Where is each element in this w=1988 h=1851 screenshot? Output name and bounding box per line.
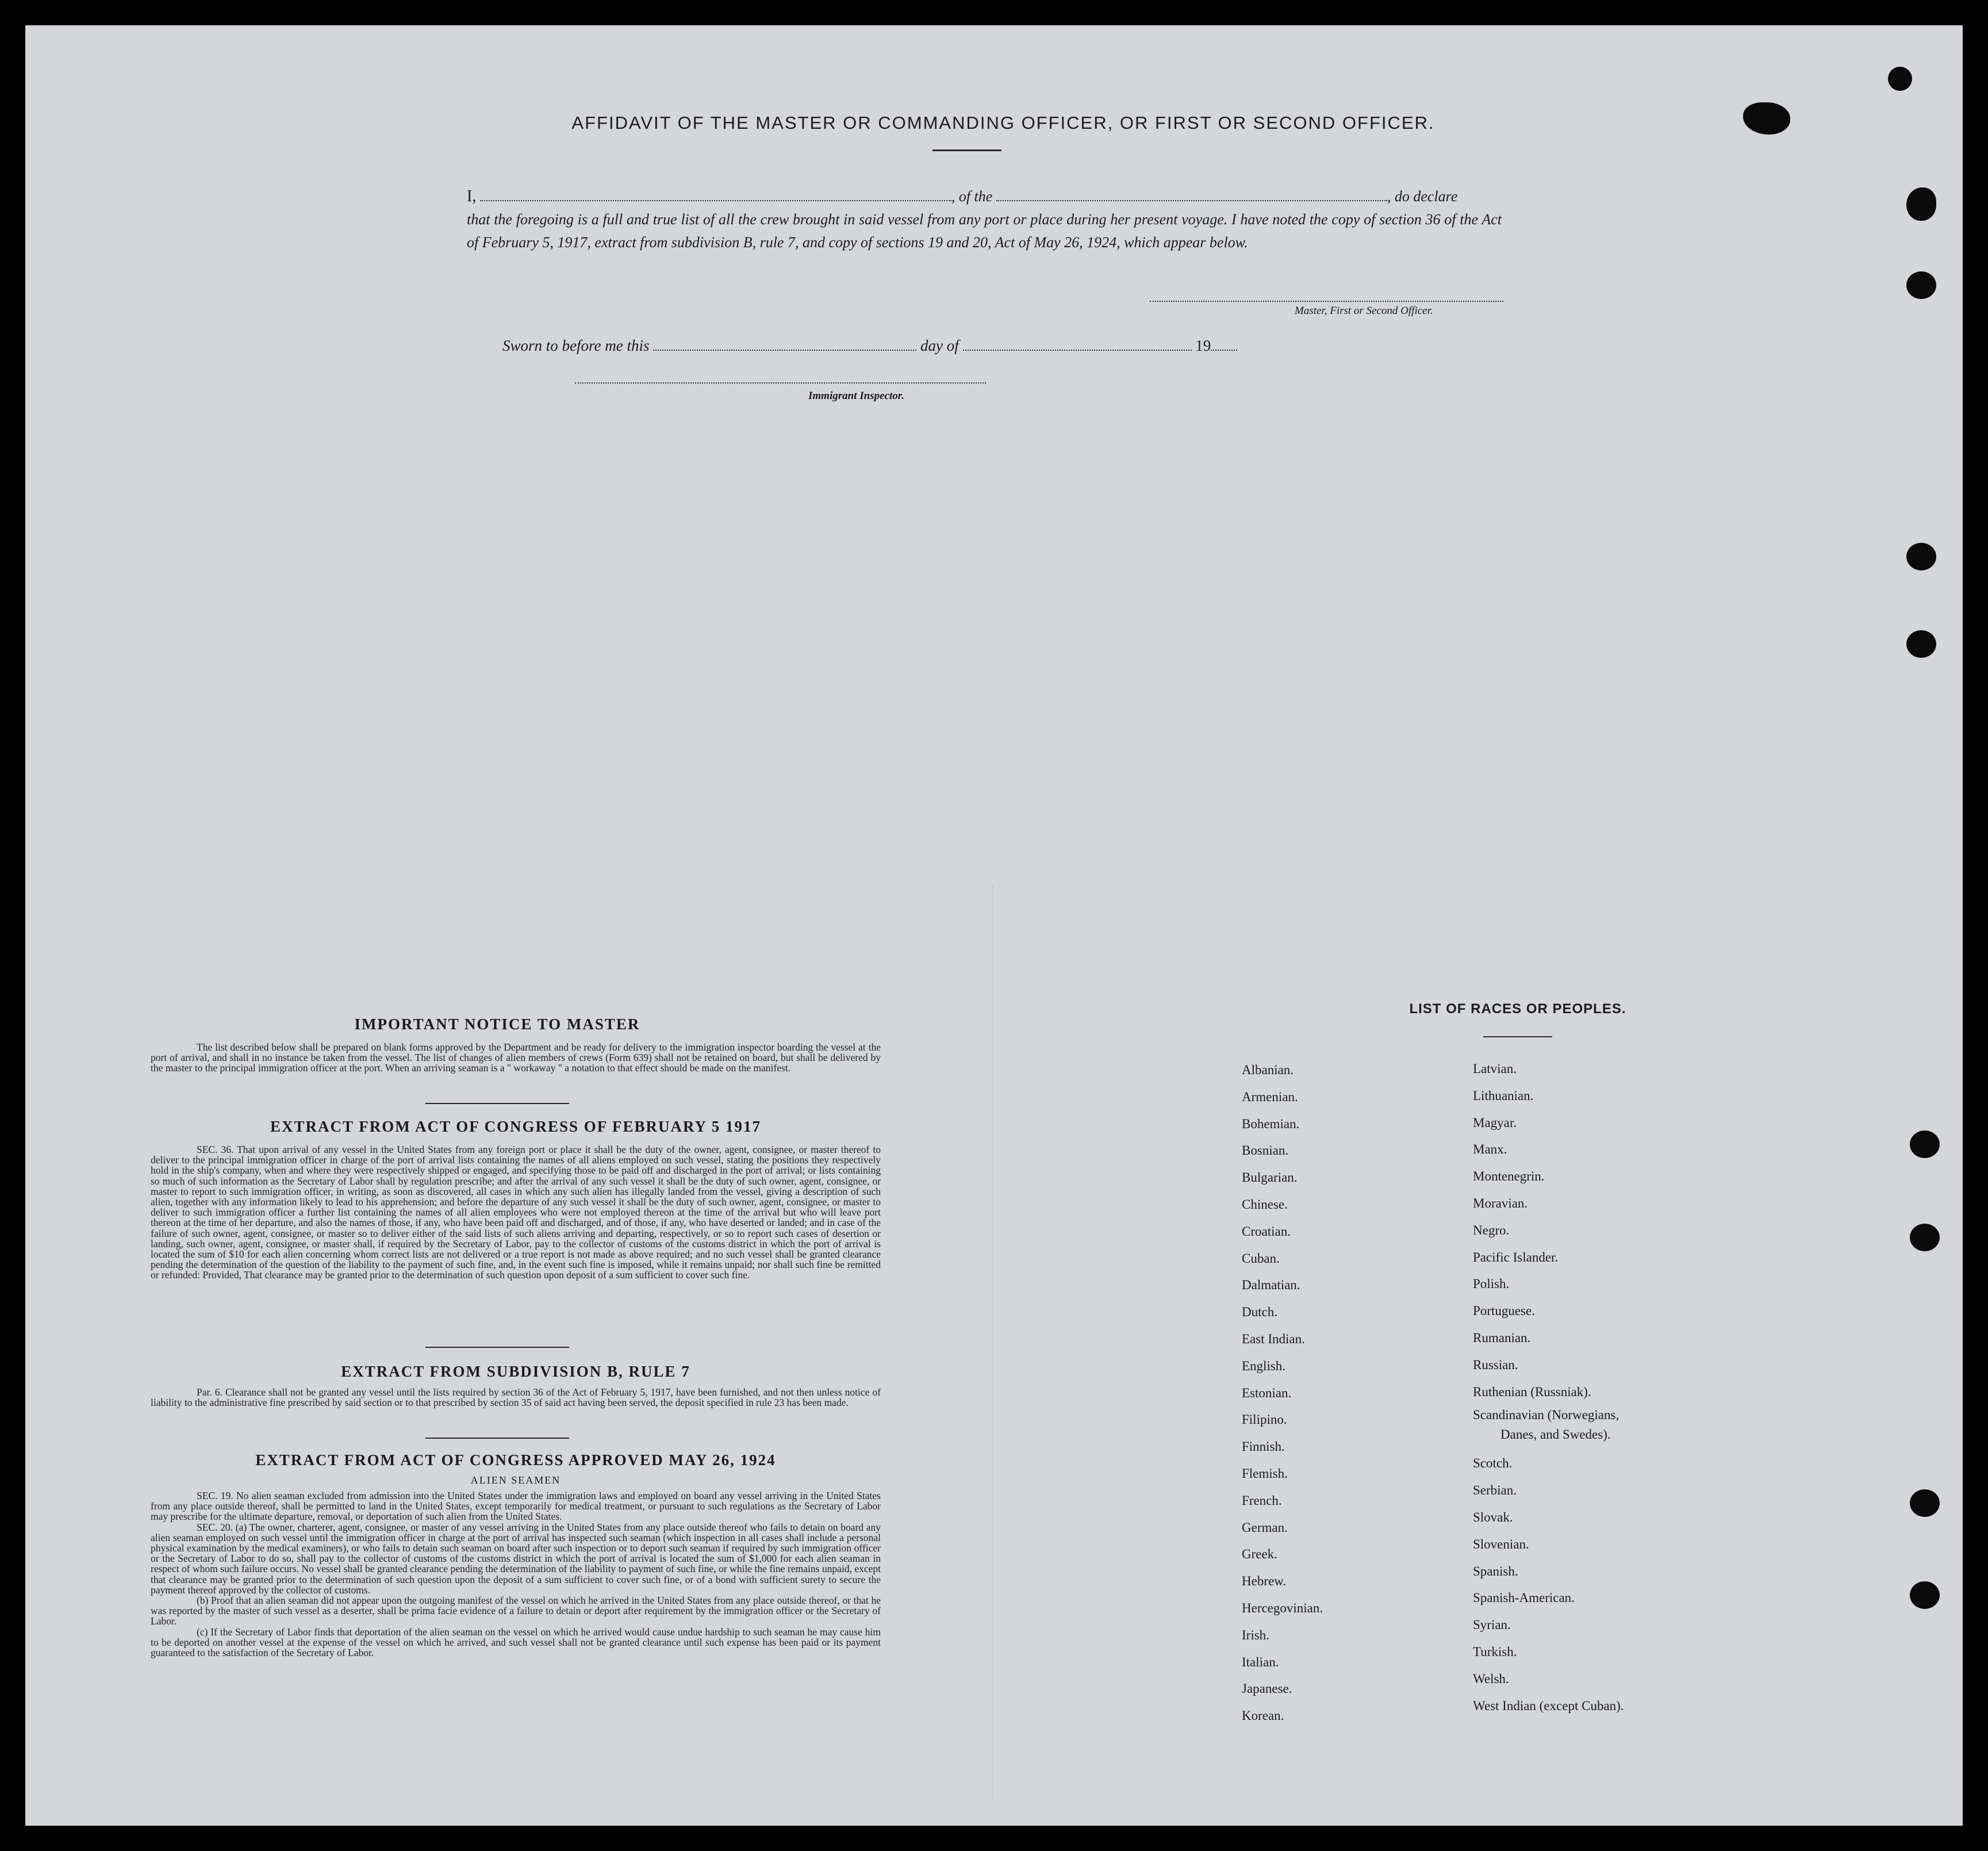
race-item: Magyar. (1473, 1115, 1517, 1130)
race-item: Spanish. (1473, 1563, 1518, 1578)
section-20c-text: (c) If the Secretary of Labor finds that deportation of the alien seaman on the vessel on which he arrived would cause undue hardship to such seaman he may cause him to be deported on another vessel at the expense of the vessel on which he arrived, and such vessel shall not be granted clearance until such expense has been paid or its payment guaranteed to the satisfaction of the Secretary of Labor. (151, 1626, 881, 1659)
page-fold-line (992, 886, 993, 1800)
race-item: Korean. (1242, 1708, 1284, 1723)
binder-hole (1910, 1224, 1940, 1251)
race-item: Croatian. (1242, 1224, 1291, 1239)
race-item: East Indian. (1242, 1331, 1305, 1346)
race-item: Filipino. (1242, 1412, 1287, 1427)
race-item (1473, 1405, 1624, 1450)
race-item: Hercegovinian. (1242, 1600, 1323, 1615)
sworn-line (502, 337, 1237, 355)
section-36-text: SEC. 36. That upon arrival of any vessel in the United States from any foreign port or place it shall be the duty of the owner, agent, consignee, or master thereof to deliver to the principal immigration officer in charge of the port of arrival lists containing the names of all aliens employed on such vessel, stating the positions they respectively hold in the ship's company, when and where they were respectively shipped or engaged, and specifying those to be paid off and discharged in the port of arrival; or lists containing so much of such information as the Secretary of Labor shall by regulation prescribe; and after the arrival of any such vessel it shall be the duty of such owner, agent, consignee, or master to report to such immigration officer, in writing, as soon as discovered, all cases in which any such alien has illegally landed from the vessel, giving a description of such alien, together with any information likely to lead to his apprehension; and before the departure of any such vessel it shall be the duty of such owner, agent, consignee, or master to deliver to such immigration officer a further list containing the names of all alien employees who were not employed thereon at the time of the arrival but who will leave port thereon at the time of her departure, and also the names of those, if any, who have been paid off and discharged, and of those, if any, who have deserted or landed; and in case of the failure of such owner, agent, consignee, or master so to deliver either of the said lists of such aliens arriving and departing, respectively, or so to report such cases of desertion or landing, such owner, agent, consignee, or master shall, if required by the Secretary of Labor, pay to the collector of customs of the customs district in which the port of arrival is located the sum of $10 for each alien concerning whom correct lists are not delivered or a true report is not made as above required; and no such vessel shall be granted clearance pending the determination of the question of the liability to the payment of such fine, and, in the event such fine is imposed, while it remains unpaid; nor shall such fine be remitted or refunded: Provided, That clearance may be granted prior to the determination of such question upon deposit of a sum sufficient to cover such fine. (151, 1144, 881, 1281)
race-item: Flemish. (1242, 1466, 1288, 1481)
affidavit-text: that the foregoing is a full and true list of all the crew brought in said vessel from any port or place during her present voyage. I have noted the copy of section 36 of the Act of February 5, 1917, extract from subdivision B, rule 7, and copy of sections 19 and 20, Act of May 26, 1924, which appear below. (467, 211, 1502, 251)
race-item: Cuban. (1242, 1251, 1280, 1266)
race-item: Bohemian. (1242, 1116, 1300, 1131)
year-prefix: 19 (1195, 337, 1211, 354)
race-item: Dalmatian. (1242, 1278, 1300, 1293)
extract-1924-title: EXTRACT FROM ACT OF CONGRESS APPROVED MAY 26, 1924 (255, 1451, 776, 1469)
races-right-column (1473, 1056, 1624, 1719)
name-blank (480, 200, 951, 201)
affidavit-body (467, 185, 1502, 254)
extract-rule7-title: EXTRACT FROM SUBDIVISION B, RULE 7 (341, 1363, 690, 1380)
notice-text-block (151, 1042, 881, 1074)
notice-text: The list described below shall be prepared on blank forms approved by the Department and be ready for delivery to the immigration inspector boarding the vessel at the port of arrival, and shall in no instance be taken from the vessel. The list of changes of alien members of crews (Form 639) shall not be retained on board, but shall be delivered by the master to the principal immigration officer at the port. When an arriving seaman is a " workaway " a notation to that effect should be made on the manifest. (151, 1041, 881, 1074)
section-19-text: SEC. 19. No alien seaman excluded from admission into the United States under the immigration laws and employed on board any vessel arriving in the United States from any place outside thereof, shall be permitted to land in the United States, except temporarily for medical treatment, or pursuant to such regulations as the Secretary of Labor may prescribe for the ultimate departure, removal, or deportation of such alien from the United States. (151, 1490, 881, 1523)
race-item: Ruthenian (Russniak). (1473, 1384, 1591, 1399)
races-title: LIST OF RACES OR PEOPLES. (1409, 1001, 1626, 1017)
race-item: Moravian. (1473, 1195, 1528, 1210)
binder-hole (1906, 187, 1936, 221)
master-signature-caption: Master, First or Second Officer. (1295, 305, 1433, 317)
extract-1924-block (151, 1490, 881, 1658)
race-item: Estonian. (1242, 1385, 1292, 1400)
inspector-signature-line (575, 382, 986, 384)
inspector-signature-caption: Immigrant Inspector. (808, 390, 904, 402)
i-label: I, (467, 187, 477, 205)
binder-hole (1910, 1489, 1940, 1517)
race-item: West Indian (except Cuban). (1473, 1698, 1624, 1713)
race-item: Scotch. (1473, 1456, 1513, 1471)
paragraph-6-text: Par. 6. Clearance shall not be granted any vessel until the lists required by section 36 of the Act of February 5, 1917, have been furnished, and not then unless notice of liability to the administrative fine prescribed by said section or to that prescribed by section 35 of said act having been served, the deposit specified in rule 23 has been made. (151, 1386, 881, 1409)
master-signature-line (1150, 300, 1503, 302)
declarant-line (467, 185, 1502, 208)
race-item-line: Scandinavian (Norwegians, (1473, 1408, 1619, 1423)
race-item: Armenian. (1242, 1089, 1298, 1104)
extract-1917-block (151, 1144, 881, 1281)
race-item: Hebrew. (1242, 1574, 1287, 1589)
race-item: English. (1242, 1358, 1286, 1373)
extract-rule7-block (151, 1387, 881, 1408)
race-item: Pacific Islander. (1473, 1250, 1559, 1264)
race-item: Greek. (1242, 1547, 1277, 1562)
binder-hole (1888, 67, 1912, 91)
binder-hole (1906, 543, 1936, 570)
do-declare-label: , do declare (1387, 188, 1458, 205)
of-the-label: , of the (951, 188, 993, 205)
race-item: Irish. (1242, 1627, 1269, 1642)
day-of-label: day of (920, 337, 959, 354)
month-blank (963, 349, 1192, 351)
race-item: Montenegrin. (1473, 1169, 1545, 1184)
title-rule (932, 150, 1001, 151)
race-item: Negro. (1473, 1222, 1510, 1237)
race-item: Serbian. (1473, 1483, 1517, 1498)
race-item: Polish. (1473, 1277, 1510, 1292)
race-item: Lithuanian. (1473, 1088, 1534, 1103)
extract-1917-title: EXTRACT FROM ACT OF CONGRESS OF FEBRUARY 5 1917 (270, 1118, 762, 1135)
sworn-label: Sworn to before me this (502, 337, 650, 354)
race-item: Rumanian. (1473, 1330, 1531, 1345)
race-item: French. (1242, 1493, 1282, 1508)
races-left-column (1242, 1057, 1323, 1730)
binder-hole (1906, 630, 1936, 658)
race-item: Japanese. (1242, 1681, 1292, 1696)
vessel-blank (996, 200, 1387, 201)
divider-rule (425, 1438, 569, 1439)
race-item: Spanish-American. (1473, 1591, 1575, 1605)
day-blank (653, 349, 916, 351)
year-blank (1211, 349, 1237, 351)
race-item: Latvian. (1473, 1061, 1517, 1076)
race-item: German. (1242, 1520, 1288, 1535)
race-item: Turkish. (1473, 1644, 1517, 1659)
alien-seamen-subtitle: ALIEN SEAMEN (470, 1474, 561, 1486)
races-title-rule (1483, 1036, 1552, 1037)
race-item: Finnish. (1242, 1439, 1285, 1454)
race-item: Dutch. (1242, 1305, 1277, 1320)
affidavit-title: AFFIDAVIT OF THE MASTER OR COMMANDING OFFICER, OR FIRST OR SECOND OFFICER. (571, 113, 1435, 133)
divider-rule (425, 1347, 569, 1348)
race-item: Russian. (1473, 1357, 1518, 1372)
binder-hole (1910, 1130, 1940, 1158)
race-item: Bulgarian. (1242, 1170, 1298, 1185)
race-item: Portuguese. (1473, 1304, 1535, 1319)
binder-hole (1910, 1581, 1940, 1609)
race-item-continuation: Danes, and Swedes). (1500, 1427, 1611, 1442)
binder-hole (1906, 271, 1936, 299)
race-item: Syrian. (1473, 1618, 1511, 1632)
race-item: Slovenian. (1473, 1536, 1529, 1551)
notice-title: IMPORTANT NOTICE TO MASTER (354, 1015, 640, 1033)
section-20b-text: (b) Proof that an alien seaman did not appear upon the outgoing manifest of the vessel on which he arrived in the United States from any place outside thereof, or that he was reported by the master of such vessel as a deserter, shall be prima facie evidence of a failure to detain or deport after requirement by the immigration officer or the Secretary of Labor. (151, 1595, 881, 1627)
race-item: Bosnian. (1242, 1143, 1289, 1158)
race-item: Manx. (1473, 1142, 1507, 1157)
race-item: Chinese. (1242, 1197, 1288, 1212)
race-item: Slovak. (1473, 1509, 1513, 1524)
race-item: Italian. (1242, 1654, 1279, 1669)
race-item: Albanian. (1242, 1063, 1294, 1077)
race-item: Welsh. (1473, 1671, 1509, 1686)
section-20a-text: SEC. 20. (a) The owner, charterer, agent, consignee, or master of any vessel arriving in the United States from any place outside thereof who fails to detain on board any alien seaman employed on such vessel until the immigration officer in charge at the port of arrival has inspected such seaman (which inspection in all cases shall include a personal physical examination by the medical examiners), or who fails to detain such seaman on board after such inspection or to deport such seaman if required by such immigration officer or the Secretary of Labor to do so, shall pay to the collector of customs of the customs district in which the port of arrival is located the sum of $1,000 for each alien seaman in respect of whom such failure occurs. No vessel shall be granted clearance pending the determination of the liability to payment of such fine, or while the fine remains unpaid, except that clearance may be granted prior to the determination of such question upon the deposit of a sum sufficient to cover such fine, or of a bond with sufficient surety to secure the payment thereof approved by the collector of customs. (151, 1521, 881, 1596)
divider-rule (425, 1103, 569, 1104)
